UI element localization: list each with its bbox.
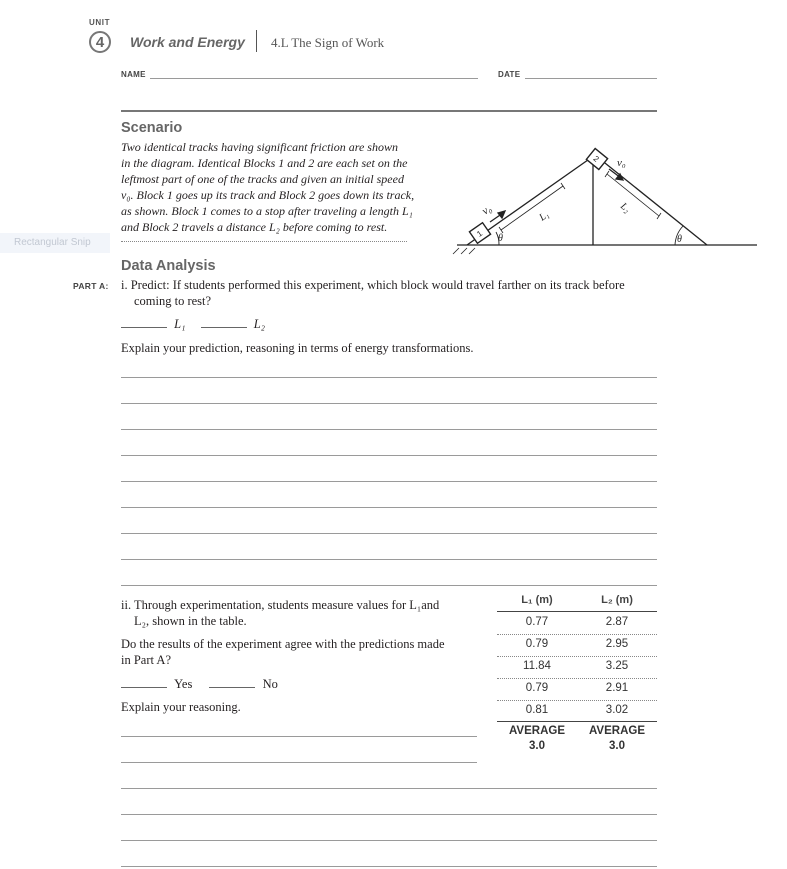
theta-left-label: θ [498, 233, 503, 244]
average-value-l1: 3.0 [529, 740, 545, 752]
no-option: No [262, 677, 278, 691]
answer-line[interactable] [121, 507, 657, 508]
snip-watermark: Rectangular Snip [0, 233, 110, 253]
answer-line[interactable] [121, 403, 657, 404]
l2-label: L₂ [618, 200, 633, 216]
right-ramp [595, 155, 707, 245]
question-2 [121, 597, 491, 629]
date-field[interactable] [525, 78, 657, 79]
answer-line[interactable] [121, 840, 657, 841]
table-cell: 0.77 [525, 616, 549, 628]
table-cell: 0.79 [525, 682, 549, 694]
question-1 [121, 277, 661, 309]
table-cell: 11.84 [523, 660, 551, 672]
answer-line[interactable] [121, 585, 657, 586]
answer-line[interactable] [121, 481, 657, 482]
scenario-heading: Scenario [121, 120, 183, 136]
table-cell: 0.79 [525, 638, 549, 650]
table-cell: 0.81 [525, 704, 549, 716]
yes-no-choices [121, 676, 278, 692]
answer-line[interactable] [121, 736, 477, 737]
unit-title: Work and Energy [130, 34, 245, 50]
table-cell: 2.95 [605, 638, 629, 650]
block-2-label: 2 [591, 154, 601, 164]
table-cell: 3.25 [605, 660, 629, 672]
scenario-dotted-divider [121, 241, 407, 242]
unit-label: UNIT [89, 18, 111, 27]
l1-answer-blank[interactable] [121, 317, 167, 328]
table-cell: 3.02 [605, 704, 629, 716]
answer-line[interactable] [121, 559, 657, 560]
answer-line[interactable] [121, 814, 657, 815]
l1-label: L₁ [537, 209, 552, 224]
question-1-line: coming to rest? [134, 294, 212, 308]
l2-option: L₂ [253, 317, 265, 331]
l2-answer-blank[interactable] [201, 317, 247, 328]
explain-reasoning-prompt: Explain your reasoning. [121, 700, 241, 714]
answer-line[interactable] [121, 533, 657, 534]
agree-question [121, 636, 491, 668]
question-1-line: i. Predict: If students performed this experiment, which block would travel farther on its track before [121, 278, 625, 292]
prediction-choices [121, 316, 265, 332]
block-1-label: 1 [475, 228, 485, 239]
average-label-l1: AVERAGE [508, 725, 566, 737]
scenario-line: as shown. Block 1 comes to a stop after traveling a length L₁ [121, 204, 413, 218]
v0-right-label: v₀ [617, 157, 626, 169]
name-label: NAME [121, 70, 146, 79]
table-header-l2: L₂ (m) [601, 594, 633, 606]
table-header-l1: L₁ (m) [521, 594, 553, 606]
table-average-rule [497, 721, 657, 722]
answer-line[interactable] [121, 762, 477, 763]
no-answer-blank[interactable] [209, 677, 255, 688]
answer-line[interactable] [121, 788, 657, 789]
explain-prediction-prompt: Explain your prediction, reasoning in terms of energy transformations. [121, 341, 474, 355]
table-cell: 2.91 [605, 682, 629, 694]
date-label: DATE [498, 70, 521, 79]
average-label-l2: AVERAGE [588, 725, 646, 737]
l1-option: L₁ [174, 317, 186, 331]
table-cell: 2.87 [605, 616, 629, 628]
unit-number-badge: 4 [89, 31, 111, 53]
scenario-line: leftmost part of one of the tracks and given an initial speed [121, 172, 404, 186]
header-divider [121, 110, 657, 112]
name-field[interactable] [150, 78, 478, 79]
answer-line[interactable] [121, 455, 657, 456]
question-2-line: L₂, shown in the table. [134, 614, 247, 628]
part-a-label: PART A: [73, 281, 109, 291]
v0-left-label: v₀ [479, 202, 494, 218]
question-2-line: ii. Through experimentation, students measure values for L₁and [121, 598, 440, 612]
yes-answer-blank[interactable] [121, 677, 167, 688]
average-value-l2: 3.0 [609, 740, 625, 752]
answer-line[interactable] [121, 429, 657, 430]
table-row-divider [497, 634, 657, 635]
table-header-rule [497, 611, 657, 612]
scenario-line: Two identical tracks having significant friction are shown [121, 140, 398, 154]
scenario-line: v₀. Block 1 goes up its track and Block 2 goes down its track, [121, 188, 415, 202]
answer-line[interactable] [121, 866, 657, 867]
yes-option: Yes [174, 677, 193, 691]
scenario-line: in the diagram. Identical Blocks 1 and 2 are each set on the [121, 156, 408, 170]
table-row-divider [497, 678, 657, 679]
table-row-divider [497, 700, 657, 701]
agree-question-line: Do the results of the experiment agree with the predictions made [121, 637, 445, 651]
measurement-table [497, 592, 657, 764]
agree-question-line: in Part A? [121, 653, 171, 667]
scenario-line: and Block 2 travels a distance L₂ before coming to rest. [121, 220, 388, 234]
ramp-diagram [445, 135, 760, 260]
data-analysis-heading: Data Analysis [121, 258, 216, 274]
table-row-divider [497, 656, 657, 657]
answer-line[interactable] [121, 377, 657, 378]
theta-right-label: θ [677, 234, 682, 245]
header-separator [256, 30, 257, 52]
scenario-text [121, 139, 441, 235]
section-title: 4.L The Sign of Work [271, 35, 385, 50]
